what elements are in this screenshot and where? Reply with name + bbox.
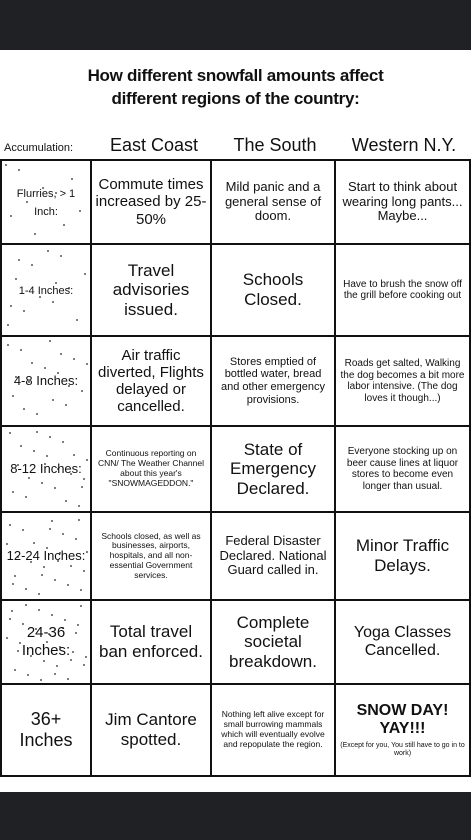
snowflake-dot <box>33 450 35 452</box>
snowflake-dot <box>78 519 80 521</box>
snowflake-dot <box>12 491 14 493</box>
east-coast-cell: Jim Cantore spotted. <box>91 684 211 776</box>
snowflake-dot <box>23 310 25 312</box>
snowflake-dot <box>70 659 72 661</box>
snowflake-dot <box>60 255 62 257</box>
table-row <box>1 512 470 600</box>
snowflake-dot <box>65 500 67 502</box>
snowflake-dot <box>19 642 21 644</box>
south-cell: Mild panic and a general sense of doom. <box>211 160 335 244</box>
snowflake-dot <box>18 259 20 261</box>
snowflake-dot <box>60 353 62 355</box>
snowflake-dot <box>72 651 74 653</box>
snowflake-dot <box>81 486 83 488</box>
table-row <box>1 684 470 776</box>
snow-texture <box>2 161 90 243</box>
snowflake-dot <box>85 656 87 658</box>
snowflake-dot <box>41 574 43 576</box>
western-ny-cell: Everyone stocking up on beer cause lines at liquor stores to become even longer than usual. <box>335 426 470 512</box>
snowflake-dot <box>43 566 45 568</box>
snowflake-dot <box>56 665 58 667</box>
south-cell: Schools Closed. <box>211 244 335 336</box>
south-cell: State of Emergency Declared. <box>211 426 335 512</box>
snowflake-dot <box>20 349 22 351</box>
title-line-2: different regions of the country: <box>111 89 360 108</box>
snowflake-dot <box>73 454 75 456</box>
snowflake-dot <box>83 570 85 572</box>
snowflake-dot <box>76 319 78 321</box>
snowflake-dot <box>63 224 65 226</box>
snowflake-dot <box>14 575 16 577</box>
snowflake-dot <box>5 164 7 166</box>
snowflake-dot <box>75 538 77 540</box>
snowflake-dot <box>55 282 57 284</box>
snowflake-dot <box>31 264 33 266</box>
western-ny-cell <box>335 684 470 776</box>
snowflake-dot <box>6 637 8 639</box>
south-cell: Complete societal breakdown. <box>211 600 335 684</box>
snowflake-dot <box>73 358 75 360</box>
snowflake-dot <box>64 619 66 621</box>
snowflake-dot <box>20 445 22 447</box>
snowflake-dot <box>27 674 29 676</box>
snowflake-dot <box>36 413 38 415</box>
snowflake-dot <box>51 520 53 522</box>
snowflake-dot <box>12 395 14 397</box>
snowflake-dot <box>25 588 27 590</box>
snowflake-dot <box>31 362 33 364</box>
east-coast-cell: Total travel ban enforced. <box>91 600 211 684</box>
east-coast-cell: Commute times increased by 25-50% <box>91 160 211 244</box>
snowflake-dot <box>34 233 36 235</box>
snowflake-dot <box>9 432 11 434</box>
snowflake-dot <box>12 583 14 585</box>
snowflake-dot <box>18 169 20 171</box>
meme-card <box>0 50 471 792</box>
snowflake-dot <box>10 305 12 307</box>
east-coast-cell: Schools closed, as well as businesses, airports, hospitals, and all non-essential Government services. <box>91 512 211 600</box>
amount-cell: 12-24 Inches: <box>1 512 91 600</box>
amount-cell: 4-8 Inches: <box>1 336 91 426</box>
snowflake-dot <box>86 363 88 365</box>
table-row <box>1 160 470 244</box>
snowflake-dot <box>25 496 27 498</box>
snow-day-note: (Except for you, You still have to go in to work) <box>340 742 465 758</box>
snowflake-dot <box>46 455 48 457</box>
snowflake-dot <box>78 505 80 507</box>
western-ny-cell: Yoga Classes Cancelled. <box>335 600 470 684</box>
western-ny-cell: Have to brush the snow off the grill before cooking out <box>335 244 470 336</box>
snowflake-dot <box>79 210 81 212</box>
amount-cell: Flurries, > 1 Inch: <box>1 160 91 244</box>
snowflake-dot <box>49 528 51 530</box>
amount-cell: 1-4 Inches: <box>1 244 91 336</box>
table-row <box>1 244 470 336</box>
snowflake-dot <box>22 529 24 531</box>
snowflake-dot <box>14 669 16 671</box>
amount-cell: 36+ Inches <box>1 684 91 776</box>
snowflake-dot <box>7 344 9 346</box>
snowflake-dot <box>43 660 45 662</box>
snowflake-dot <box>80 589 82 591</box>
snowflake-dot <box>26 201 28 203</box>
snowflake-dot <box>62 533 64 535</box>
snowflake-dot <box>54 579 56 581</box>
amount-cell: 8-12 Inches: <box>1 426 91 512</box>
snowflake-dot <box>11 610 13 612</box>
south-cell: Federal Disaster Declared. National Guard called in. <box>211 512 335 600</box>
east-coast-cell: Air traffic diverted, Flights delayed or cancelled. <box>91 336 211 426</box>
snowflake-dot <box>17 650 19 652</box>
table-row <box>1 426 470 512</box>
snowflake-dot <box>38 593 40 595</box>
east-coast-cell: Travel advisories issued. <box>91 244 211 336</box>
snowflake-dot <box>80 605 82 607</box>
snowflake-dot <box>49 340 51 342</box>
table-row <box>1 600 470 684</box>
snowflake-dot <box>28 477 30 479</box>
snowflake-dot <box>9 618 11 620</box>
header-accumulation: Accumulation: <box>4 142 74 154</box>
snow-day-text: SNOW DAY! YAY!!! <box>356 701 449 737</box>
east-coast-cell: Continuous reporting on CNN/ The Weather Channel about this year's "SNOWMAGEDDON." <box>91 426 211 512</box>
snowflake-dot <box>67 584 69 586</box>
snowflake-dot <box>77 624 79 626</box>
page-title <box>0 64 471 110</box>
header-the-south: The South <box>233 135 317 155</box>
snowflake-dot <box>65 404 67 406</box>
snowflake-dot <box>49 436 51 438</box>
snowflake-dot <box>25 604 27 606</box>
snowflake-dot <box>44 367 46 369</box>
snowflake-dot <box>54 487 56 489</box>
snowflake-dot <box>6 543 8 545</box>
snowflake-dot <box>71 178 73 180</box>
snowflake-dot <box>54 673 56 675</box>
title-line-1: How different snowfall amounts affect <box>87 66 384 85</box>
western-ny-cell: Start to think about wearing long pants... Maybe... <box>335 160 470 244</box>
snowflake-dot <box>15 278 17 280</box>
snowflake-dot <box>83 664 85 666</box>
snowflake-dot <box>9 524 11 526</box>
snowflake-dot <box>84 273 86 275</box>
snowflake-dot <box>10 215 12 217</box>
snowflake-dot <box>7 324 9 326</box>
snowflake-dot <box>40 679 42 681</box>
snowflake-dot <box>81 390 83 392</box>
snowflake-dot <box>33 542 35 544</box>
western-ny-cell: Roads get salted, Walking the dog becomes a bit more labor intensive. (The dog loves it though...) <box>335 336 470 426</box>
snowflake-dot <box>22 623 24 625</box>
snowflake-dot <box>52 301 54 303</box>
snowflake-dot <box>23 408 25 410</box>
snowflake-dot <box>83 478 85 480</box>
snowflake-dot <box>38 609 40 611</box>
snowfall-table <box>0 159 471 777</box>
snowflake-dot <box>86 551 88 553</box>
snowflake-dot <box>62 441 64 443</box>
western-ny-cell: Minor Traffic Delays. <box>335 512 470 600</box>
south-cell: Nothing left alive except for small burrowing mammals which will eventually evolve and repopulate the region. <box>211 684 335 776</box>
south-cell: Stores emptied of bottled water, bread and other emergency provisions. <box>211 336 335 426</box>
snowflake-dot <box>47 250 49 252</box>
snowflake-dot <box>70 565 72 567</box>
snowflake-dot <box>36 431 38 433</box>
table-row <box>1 336 470 426</box>
header-western-ny: Western N.Y. <box>351 135 457 155</box>
snowflake-dot <box>67 678 69 680</box>
snowflake-dot <box>86 459 88 461</box>
snowflake-dot <box>41 482 43 484</box>
snowflake-dot <box>75 632 77 634</box>
snowflake-dot <box>52 399 54 401</box>
header-east-coast: East Coast <box>109 135 199 155</box>
snowflake-dot <box>51 614 53 616</box>
amount-cell: 24-36 Inches: <box>1 600 91 684</box>
